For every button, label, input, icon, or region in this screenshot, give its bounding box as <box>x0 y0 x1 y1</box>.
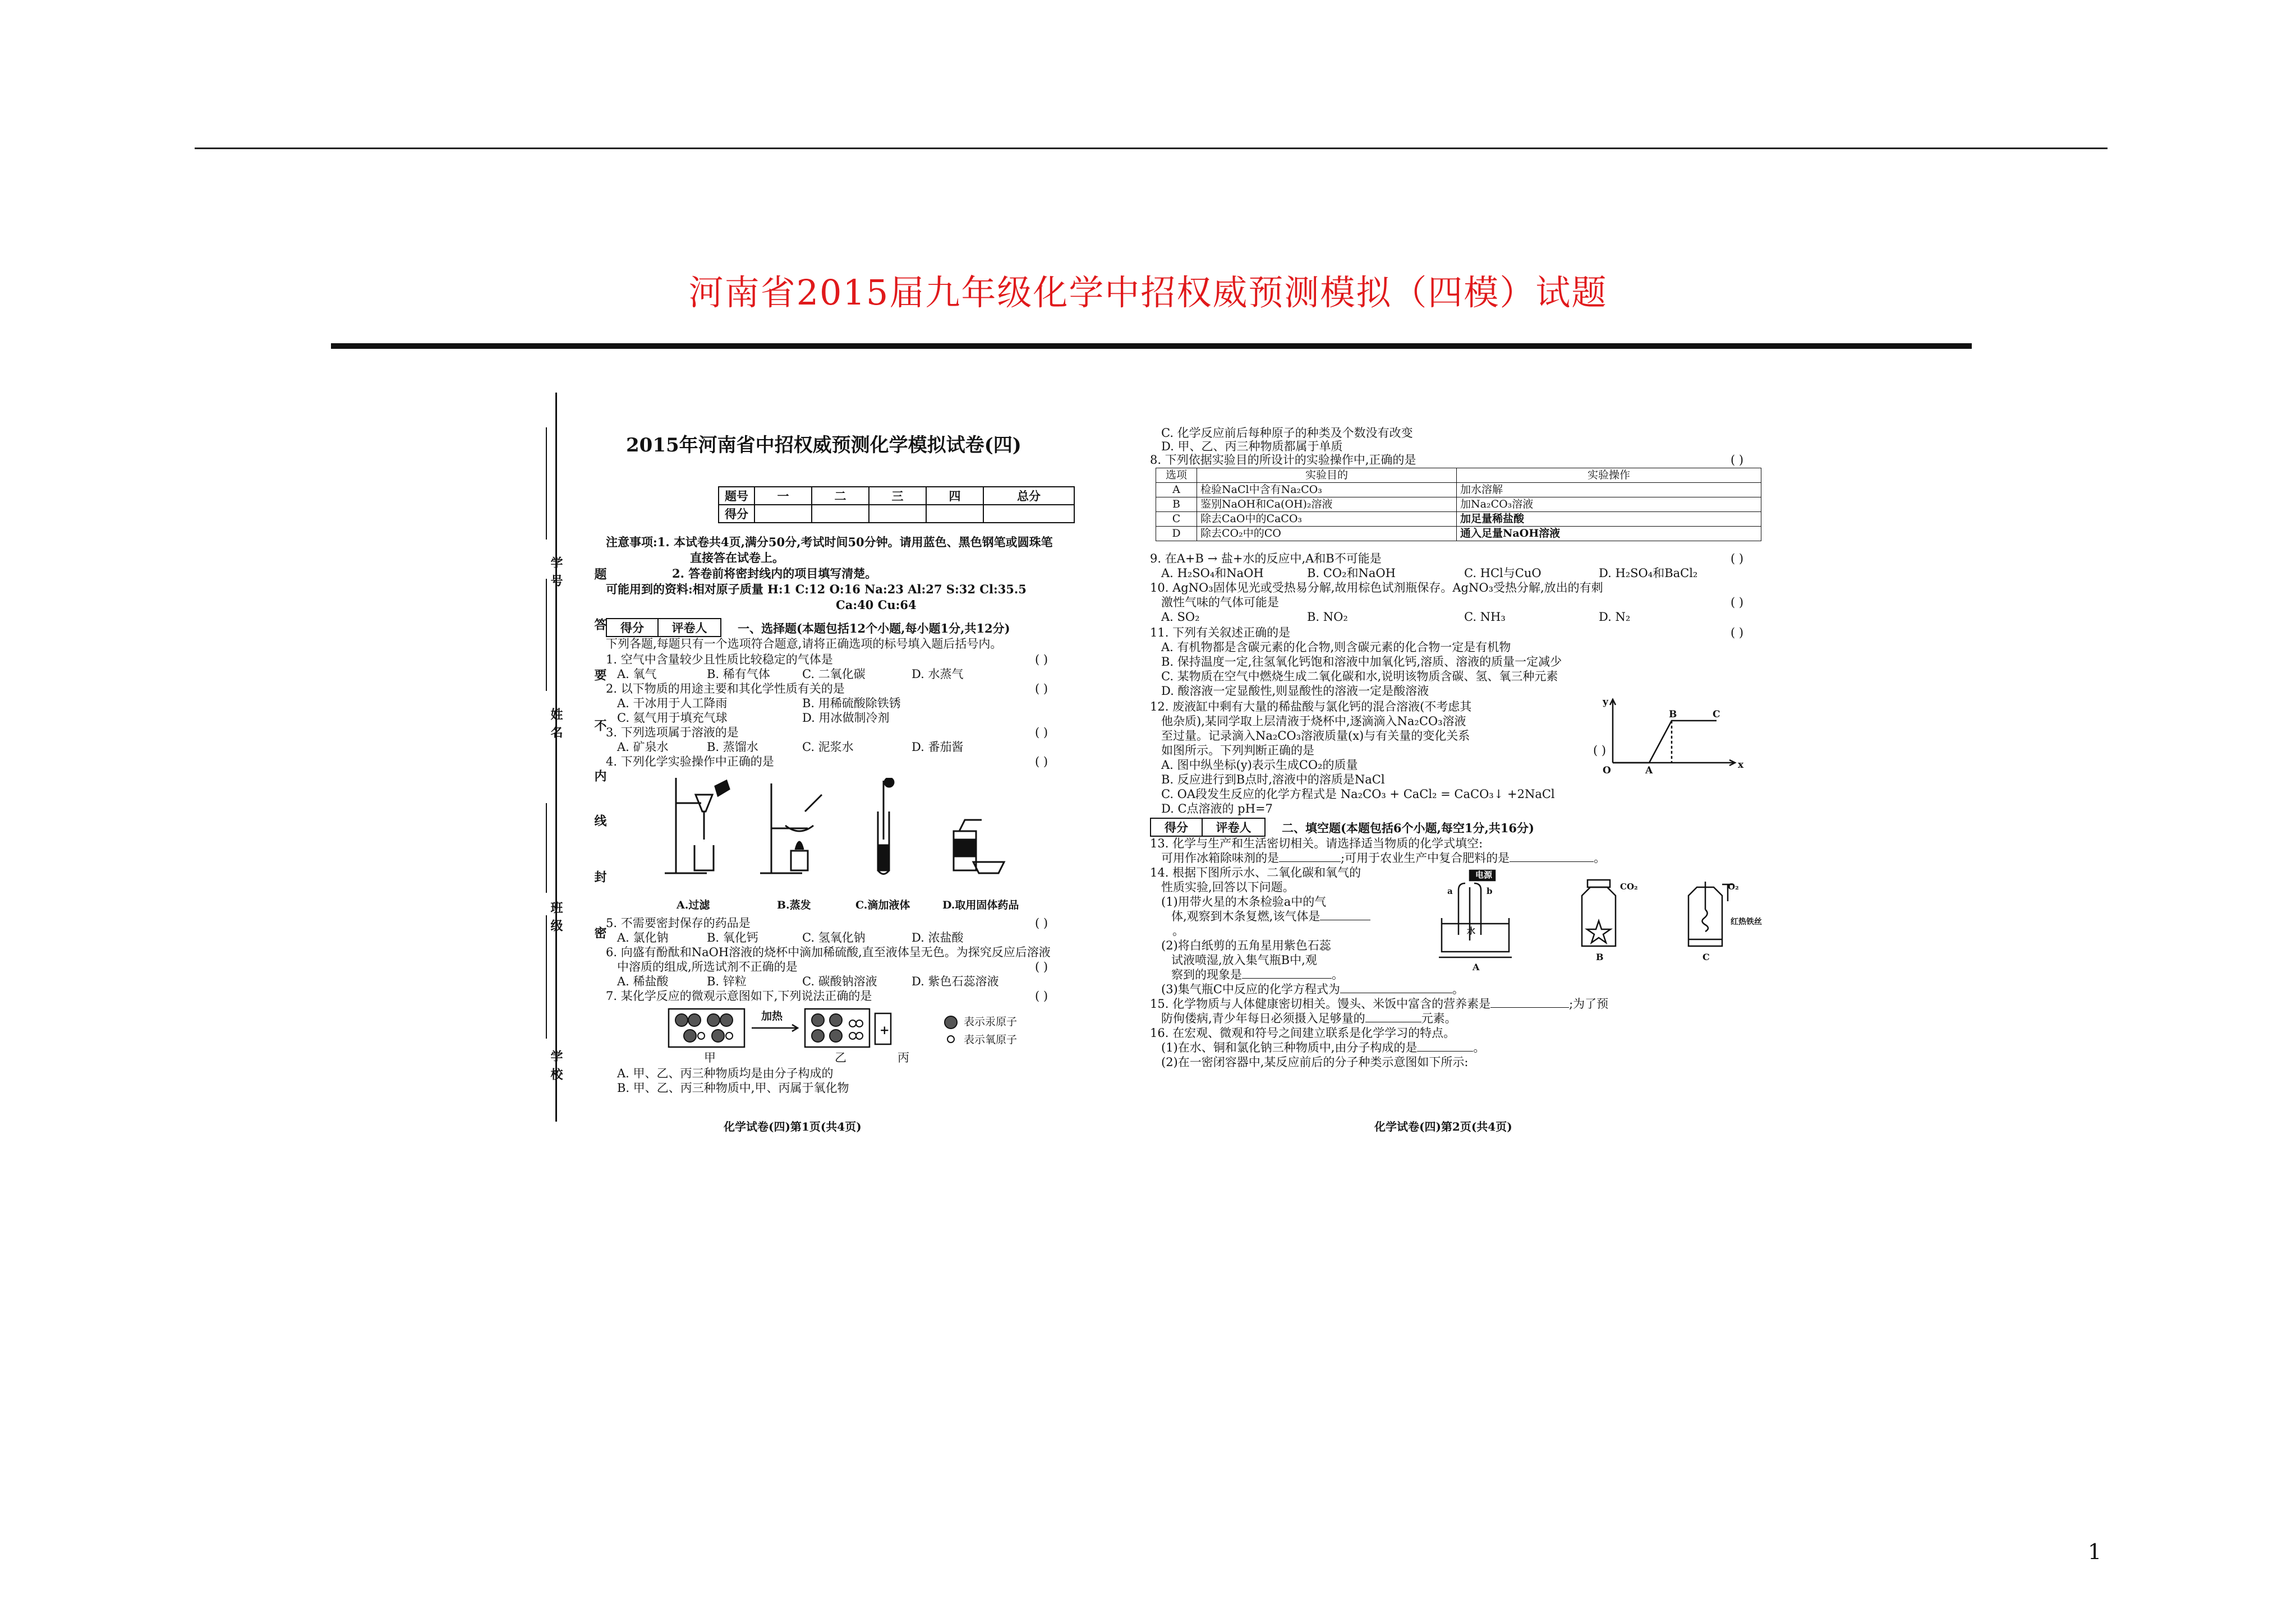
q16-text: 。 <box>1473 1041 1485 1054</box>
q16-blank-1[interactable] <box>1417 1041 1473 1052</box>
q7-legend-oxygen: 表示氧原子 <box>964 1034 1018 1046</box>
q5-option-a: A. 氯化钠 <box>617 931 669 944</box>
table-cell: B <box>1156 497 1197 512</box>
seal-char: 封 <box>592 870 607 888</box>
table-cell: A <box>1156 483 1197 497</box>
q7-option-a: A. 甲、乙、丙三种物质均是由分子构成的 <box>617 1067 834 1080</box>
q14-fig-wire: 红热铁丝 <box>1731 917 1762 926</box>
q14-line: 试液喷湿,放入集气瓶B中,观 <box>1171 953 1317 967</box>
q15-text: 元素。 <box>1421 1012 1457 1025</box>
q14-fig-water: 水 <box>1467 926 1476 936</box>
q12-graph-b: B <box>1669 709 1677 720</box>
q14-figure <box>1436 868 1773 969</box>
right-sheet <box>1150 343 1972 1148</box>
grader-box-label: 评卷人 <box>658 619 721 637</box>
q4-label-b: B.蒸发 <box>777 899 811 911</box>
q4-apparatus-figure <box>662 778 1010 896</box>
q7-label-jia: 甲 <box>704 1051 716 1064</box>
q12-graph-o: O <box>1603 765 1611 776</box>
q9-stem: 9. 在A+B → 盐+水的反应中,A和B不可能是 <box>1150 552 1382 565</box>
q7-plus: + <box>880 1023 890 1037</box>
q7-stem: 7. 某化学反应的微观示意图如下,下列说法正确的是 <box>606 989 872 1003</box>
q3-option-a: A. 矿泉水 <box>617 740 669 754</box>
table-header: 实验操作 <box>1457 468 1761 483</box>
header-rule <box>195 147 2108 149</box>
score-cell <box>983 505 1074 523</box>
q14-fig-label-a: A <box>1473 962 1480 972</box>
q1-option-d: D. 水蒸气 <box>912 667 964 681</box>
q12-option-a: A. 图中纵坐标(y)表示生成CO₂的质量 <box>1161 758 1358 772</box>
seal-char: 内 <box>592 769 607 787</box>
q2-option-d: D. 用冰做制冷剂 <box>802 711 890 725</box>
table-cell: 通入足量NaOH溶液 <box>1457 527 1761 541</box>
q7-arrow-label: 加热 <box>761 1010 783 1022</box>
q2-option-a: A. 干冰用于人工降雨 <box>617 697 728 710</box>
q8-paren: ( ) <box>1731 453 1744 467</box>
q12-graph-y: y <box>1603 697 1608 708</box>
side-label-name: 姓名 <box>549 708 563 744</box>
binding-line <box>555 393 557 1122</box>
q2-option-b: B. 用稀硫酸除铁锈 <box>802 697 901 710</box>
notes-line: 可能用到的资料:相对原子质量 H:1 C:12 O:16 Na:23 Al:27 S:32 Cl:35.5 <box>606 582 1027 596</box>
notes-line: 直接答在试卷上。 <box>690 551 784 565</box>
q6-option-a: A. 稀盐酸 <box>617 975 669 988</box>
q15-blank-2[interactable] <box>1365 1012 1421 1022</box>
q16-line1: 16. 在宏观、微观和符号之间建立联系是化学学习的特点。 <box>1150 1026 1456 1040</box>
score-box-label: 得分 <box>1151 818 1202 836</box>
q2-option-c: C. 氦气用于填充气球 <box>617 711 728 725</box>
side-label-school: 学校 <box>549 1050 563 1086</box>
q7-reaction-diagram <box>668 1008 903 1053</box>
q14-fig-o2: O₂ <box>1728 882 1739 892</box>
score-header: 题号 <box>719 487 754 505</box>
q10-option-a: A. SO₂ <box>1161 610 1200 624</box>
q13-blank-2[interactable] <box>1510 851 1594 862</box>
table-header: 实验目的 <box>1197 468 1457 483</box>
score-cell <box>926 505 983 523</box>
q10-stem: 10. AgNO₃固体见光或受热易分解,故用棕色试剂瓶保存。AgNO₃受热分解,放出的有刺 <box>1150 581 1603 594</box>
q14-line <box>1171 968 1343 982</box>
q6-stem: 6. 向盛有酚酞和NaOH溶液的烧杯中滴加稀硫酸,直至液体呈无色。为探究反应后溶液 <box>606 946 1051 959</box>
section2-title: 二、填空题(本题包括6个小题,每空1分,共16分) <box>1282 821 1534 835</box>
scanned-exam-image <box>331 343 1972 1148</box>
section1-score-box <box>606 618 721 637</box>
q12-option-b: B. 反应进行到B点时,溶液中的溶质是NaCl <box>1161 773 1385 786</box>
q6-option-c: C. 碳酸钠溶液 <box>802 975 877 988</box>
q15-text: ;为了预 <box>1569 997 1609 1011</box>
q5-option-b: B. 氧化钙 <box>707 931 758 944</box>
score-header: 总分 <box>983 487 1074 505</box>
side-blank-number <box>546 427 547 540</box>
q15-text: 15. 化学物质与人体健康密切相关。馒头、米饭中富含的营养素是 <box>1150 997 1491 1011</box>
score-header: 一 <box>754 487 812 505</box>
q14-fig-label-c: C <box>1703 952 1710 962</box>
seal-char: 线 <box>592 814 607 832</box>
q10-option-c: C. NH₃ <box>1464 610 1506 624</box>
right-page-footer: 化学试卷(四)第2页(共4页) <box>1374 1120 1512 1133</box>
q2-paren: ( ) <box>1035 682 1048 695</box>
q2-stem: 2. 以下物质的用途主要和其化学性质有关的是 <box>606 682 845 695</box>
score-table <box>718 486 1075 523</box>
table-cell: 除去CaO中的CaCO₃ <box>1197 512 1457 527</box>
score-box-label: 得分 <box>606 619 658 637</box>
side-blank-school <box>546 915 547 1039</box>
q6-paren: ( ) <box>1035 960 1048 974</box>
q11-stem: 11. 下列有关叙述正确的是 <box>1150 626 1291 639</box>
score-header: 三 <box>869 487 926 505</box>
q12-option-c: C. OA段发生反应的化学方程式是 Na₂CO₃ + CaCl₂ = CaCO₃↓ +2NaCl <box>1161 787 1555 801</box>
q13-blank-1[interactable] <box>1279 851 1341 862</box>
q11-option-a: A. 有机物都是含碳元素的化合物,则含碳元素的化合物一定是有机物 <box>1161 640 1511 654</box>
q3-option-b: B. 蒸馏水 <box>707 740 758 754</box>
score-header: 二 <box>812 487 869 505</box>
table-cell: 鉴别NaOH和Ca(OH)₂溶液 <box>1197 497 1457 512</box>
q14-blank-1[interactable] <box>1320 910 1370 920</box>
q5-option-d: D. 浓盐酸 <box>912 931 964 944</box>
q7-option-c: C. 化学反应前后每种原子的种类及个数没有改变 <box>1161 426 1413 440</box>
q14-line: 14. 根据下图所示水、二氧化碳和氧气的 <box>1150 866 1361 879</box>
q6-option-d: D. 紫色石蕊溶液 <box>912 975 999 988</box>
seal-char: 答 <box>592 618 607 636</box>
q4-paren: ( ) <box>1035 755 1048 768</box>
q13-line1: 13. 化学与生产和生活密切相关。请选择适当物质的化学式填空: <box>1150 837 1483 850</box>
q10-paren: ( ) <box>1731 596 1744 609</box>
q14-line <box>1161 983 1464 997</box>
table-cell: C <box>1156 512 1197 527</box>
q14-blank-3[interactable] <box>1340 983 1452 993</box>
q4-stem: 4. 下列化学实验操作中正确的是 <box>606 755 774 768</box>
q9-option-d: D. H₂SO₄和BaCl₂ <box>1599 566 1698 580</box>
q11-option-b: B. 保持温度一定,往氢氧化钙饱和溶液中加氧化钙,溶质、溶液的质量一定减少 <box>1161 655 1562 668</box>
table-cell: 加水溶解 <box>1457 483 1761 497</box>
q13-text: 可用作冰箱除味剂的是 <box>1161 851 1279 865</box>
q14-line <box>1171 910 1370 924</box>
q7-label-bing: 丙 <box>898 1051 909 1064</box>
page-number: 1 <box>2088 1539 2102 1564</box>
seal-char: 要 <box>592 668 607 686</box>
q16-line2 <box>1161 1041 1485 1055</box>
q15-line2 <box>1161 1012 1457 1026</box>
q12-paren: ( ) <box>1593 744 1607 757</box>
q1-option-c: C. 二氧化碳 <box>802 667 866 681</box>
q15-blank-1[interactable] <box>1490 997 1569 1008</box>
section1-intro: 下列各题,每题只有一个选项符合题意,请将正确选项的标号填入题后括号内。 <box>606 637 1002 651</box>
table-cell: 加Na₂CO₃溶液 <box>1457 497 1761 512</box>
q1-stem: 1. 空气中含量较少且性质比较稳定的气体是 <box>606 653 833 666</box>
q7-label-yi: 乙 <box>835 1051 846 1064</box>
q14-line: (1)用带火星的木条检验a中的气 <box>1161 895 1327 909</box>
q6-stem-line2: 中溶质的组成,所选试剂不正确的是 <box>617 960 798 974</box>
score-cell <box>812 505 869 523</box>
q11-option-c: C. 某物质在空气中燃烧生成二氧化碳和水,说明该物质含碳、氢、氧三种元素 <box>1161 670 1558 683</box>
q14-text: 体,观察到木条复燃,该气体是 <box>1171 910 1320 923</box>
q12-graph-a: A <box>1645 765 1653 776</box>
q5-option-c: C. 氢氧化钠 <box>802 931 866 944</box>
q7-legend-mercury-icon <box>942 1014 959 1031</box>
table-header: 选项 <box>1156 468 1197 483</box>
q7-paren: ( ) <box>1035 989 1048 1003</box>
q14-blank-2[interactable] <box>1242 968 1332 979</box>
q3-option-c: C. 泥浆水 <box>802 740 854 754</box>
q7-legend-oxygen-icon <box>945 1034 956 1045</box>
q7-option-b: B. 甲、乙、丙三种物质中,甲、丙属于氧化物 <box>617 1081 849 1095</box>
q1-paren: ( ) <box>1035 653 1048 666</box>
score-cell <box>754 505 812 523</box>
section1-title: 一、选择题(本题包括12个小题,每小题1分,共12分) <box>738 621 1010 635</box>
table-cell: 除去CO₂中的CO <box>1197 527 1457 541</box>
q7-legend-mercury: 表示汞原子 <box>964 1016 1018 1028</box>
q13-text: ;可用于农业生产中复合肥料的是 <box>1341 851 1510 865</box>
q1-option-a: A. 氧气 <box>617 667 657 681</box>
side-label-class: 班级 <box>549 901 563 937</box>
seal-char: 密 <box>592 926 607 944</box>
q5-stem: 5. 不需要密封保存的药品是 <box>606 916 751 930</box>
notes-line: 注意事项:1. 本试卷共4页,满分50分,考试时间50分钟。请用蓝色、黑色钢笔或圆珠笔 <box>606 535 1053 549</box>
q9-option-a: A. H₂SO₄和NaOH <box>1161 566 1264 580</box>
notes-line: 2. 答卷前将密封线内的项目填写清楚。 <box>672 566 877 580</box>
q14-text: 。 <box>1452 983 1464 996</box>
q12-stem: 12. 废液缸中剩有大量的稀盐酸与氯化钙的混合溶液(不考虑其 <box>1150 700 1472 713</box>
q1-option-b: B. 稀有气体 <box>707 667 770 681</box>
grader-box-label: 评卷人 <box>1202 818 1265 836</box>
q12-stem: 他杂质),某同学取上层清液于烧杯中,逐滴滴入Na₂CO₃溶液 <box>1161 714 1466 728</box>
q16-text: (1)在水、铜和氯化钠三种物质中,由分子构成的是 <box>1161 1041 1418 1054</box>
q9-option-c: C. HCl与CuO <box>1464 566 1542 580</box>
q3-stem: 3. 下列选项属于溶液的是 <box>606 726 739 739</box>
q4-label-a: A.过滤 <box>677 899 710 911</box>
table-cell: 检验NaCl中含有Na₂CO₃ <box>1197 483 1457 497</box>
q14-line: 性质实验,回答以下问题。 <box>1161 880 1295 894</box>
q12-option-d: D. C点溶液的 pH=7 <box>1161 802 1273 815</box>
q14-text: (3)集气瓶C中反应的化学方程式为 <box>1161 983 1340 996</box>
q12-graph <box>1602 695 1739 774</box>
document-title: 河南省2015届九年级化学中招权威预测模拟（四模）试题 <box>688 272 1608 313</box>
q4-label-c: C.滴加液体 <box>855 899 910 911</box>
side-blank-name <box>546 579 547 691</box>
q14-text: 。 <box>1332 968 1343 981</box>
score-row-label: 得分 <box>719 505 754 523</box>
q14-fig-label-b: B <box>1596 952 1604 962</box>
side-label-number: 学号 <box>549 556 563 592</box>
q10-option-b: B. NO₂ <box>1307 610 1348 624</box>
q12-stem: 至过量。记录滴入Na₂CO₃溶液质量(x)与有关量的变化关系 <box>1161 729 1470 743</box>
q10-stem-line2: 激性气味的气体可能是 <box>1161 596 1279 609</box>
q16-line3: (2)在一密闭容器中,某反应前后的分子种类示意图如下所示: <box>1161 1055 1469 1069</box>
q15-line1 <box>1150 997 1608 1011</box>
seal-char: 不 <box>592 719 607 737</box>
notes-line: Ca:40 Cu:64 <box>836 598 917 612</box>
q14-fig-co2: CO₂ <box>1620 882 1638 892</box>
q3-paren: ( ) <box>1035 726 1048 739</box>
paper-title: 2015年河南省中招权威预测化学模拟试卷(四) <box>626 434 1022 457</box>
q14-fig-power: 电源 <box>1475 870 1493 880</box>
q12-graph-c: C <box>1713 709 1720 720</box>
q11-paren: ( ) <box>1731 626 1744 639</box>
q14-text: 。 <box>1172 924 1184 938</box>
q10-option-d: D. N₂ <box>1599 610 1631 624</box>
q15-text: 防佝偻病,青少年每日必须摄入足够量的 <box>1161 1012 1365 1025</box>
section2-score-box <box>1150 818 1266 837</box>
table-cell: 加足量稀盐酸 <box>1457 512 1761 527</box>
q14-fig-b: b <box>1487 886 1493 896</box>
q7-option-d: D. 甲、乙、丙三种物质都属于单质 <box>1161 440 1343 453</box>
q14-fig-a: a <box>1447 886 1453 896</box>
q3-option-d: D. 番茄酱 <box>912 740 964 754</box>
q5-paren: ( ) <box>1035 916 1048 930</box>
q11-option-d: D. 酸溶液一定显酸性,则显酸性的溶液一定是酸溶液 <box>1161 684 1429 698</box>
q8-stem: 8. 下列依据实验目的所设计的实验操作中,正确的是 <box>1150 453 1416 467</box>
q6-option-b: B. 锌粒 <box>707 975 747 988</box>
left-page-footer: 化学试卷(四)第1页(共4页) <box>724 1120 862 1133</box>
side-blank-class <box>546 803 547 893</box>
q4-label-d: D.取用固体药品 <box>942 899 1019 911</box>
q9-option-b: B. CO₂和NaOH <box>1307 566 1396 580</box>
q13-text: 。 <box>1594 851 1606 865</box>
seal-char: 题 <box>592 568 607 585</box>
left-sheet <box>331 343 1128 1148</box>
q13-line2 <box>1161 851 1605 865</box>
q12-graph-x: x <box>1738 759 1744 771</box>
q14-line: (2)将白纸剪的五角星用紫色石蕊 <box>1161 939 1331 952</box>
score-header: 四 <box>926 487 983 505</box>
q9-paren: ( ) <box>1731 552 1744 565</box>
q8-options-table <box>1156 468 1761 541</box>
table-cell: D <box>1156 527 1197 541</box>
q14-text: 察到的现象是 <box>1171 968 1242 981</box>
score-cell <box>869 505 926 523</box>
q12-stem: 如图所示。下列判断正确的是 <box>1161 744 1314 757</box>
